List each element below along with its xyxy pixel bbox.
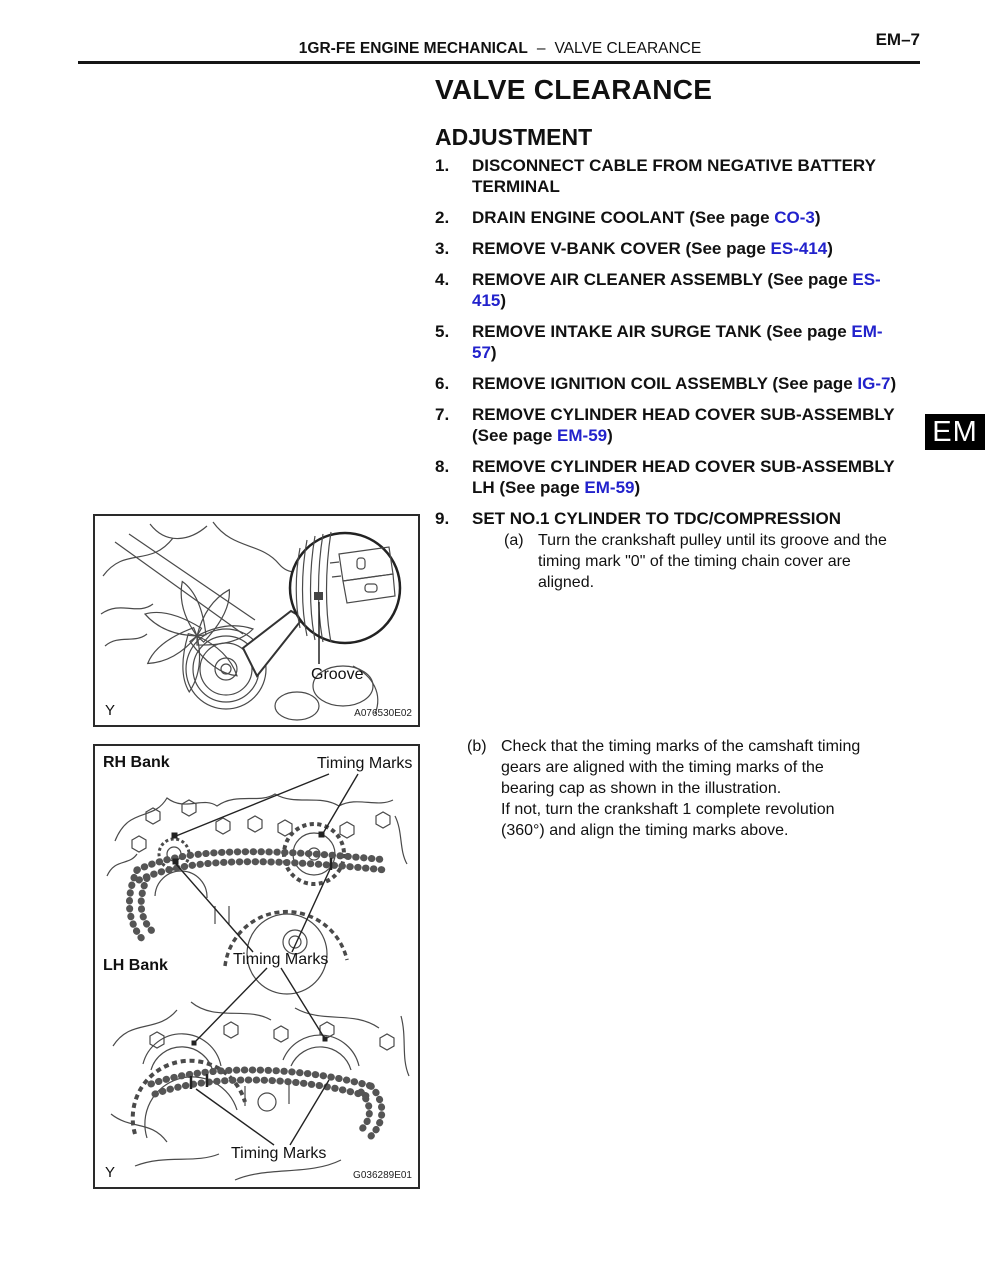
rh-bank-label: RH Bank <box>103 754 170 771</box>
text-run: Check that the timing marks of the camshaft timing <box>501 738 861 755</box>
text-run: REMOVE INTAKE AIR SURGE TANK (See page <box>472 322 852 341</box>
text-line <box>538 530 927 551</box>
crankshaft-pulley-illustration <box>95 516 418 725</box>
timing-marks-label-top: Timing Marks <box>317 755 413 772</box>
step-item <box>435 155 927 197</box>
page-link[interactable]: 415 <box>472 291 501 310</box>
substep-text <box>538 530 927 593</box>
text-line <box>538 551 927 572</box>
text-line <box>472 404 927 425</box>
groove-label: Groove <box>311 666 364 683</box>
text-run: REMOVE AIR CLEANER ASSEMBLY (See page <box>472 270 853 289</box>
text-line <box>501 820 927 841</box>
step-text <box>472 207 927 228</box>
figure-crankshaft-pulley <box>93 514 420 727</box>
step-text <box>472 269 927 311</box>
text-run: If not, turn the crankshaft 1 complete revolution <box>501 801 835 818</box>
page-link[interactable]: 57 <box>472 343 491 362</box>
timing-marks-label-bottom: Timing Marks <box>231 1145 327 1162</box>
step-number: 8. <box>435 457 450 476</box>
text-run: REMOVE CYLINDER HEAD COVER SUB-ASSEMBLY <box>472 457 895 476</box>
step-number: 1. <box>435 156 450 175</box>
page-link[interactable]: EM-59 <box>557 426 608 445</box>
header-breadcrumb <box>80 40 920 58</box>
text-line <box>472 176 927 197</box>
text-run: (360°) and align the timing marks above. <box>501 822 789 839</box>
step-text <box>472 238 927 259</box>
step-text <box>472 373 927 394</box>
text-run: LH (See page <box>472 478 585 497</box>
step-item <box>435 404 927 446</box>
step-item <box>435 321 927 363</box>
text-run: REMOVE CYLINDER HEAD COVER SUB-ASSEMBLY <box>472 405 895 424</box>
substep-label: (a) <box>504 532 524 549</box>
magnifier-pointer <box>243 611 303 676</box>
text-run: bearing cap as shown in the illustration. <box>501 780 782 797</box>
step-item <box>435 456 927 498</box>
step-text <box>472 321 927 363</box>
step-number: 7. <box>435 405 450 424</box>
step-number: 5. <box>435 322 450 341</box>
step-text <box>472 404 927 446</box>
text-line <box>472 342 927 363</box>
substep-b <box>435 736 927 841</box>
substep-b-block <box>435 735 927 841</box>
text-line <box>538 572 927 593</box>
step-text <box>472 508 927 593</box>
text-line <box>472 425 927 446</box>
text-line <box>472 238 927 259</box>
step-text <box>472 456 927 498</box>
text-line <box>472 477 927 498</box>
text-run: ) <box>490 343 497 362</box>
text-run: ) <box>607 426 613 445</box>
header-separator: – <box>536 40 546 57</box>
text-line <box>472 508 927 529</box>
header-topic: VALVE CLEARANCE <box>554 40 702 57</box>
text-run: aligned. <box>538 574 595 591</box>
text-line <box>501 736 927 757</box>
page-link[interactable]: IG-7 <box>857 374 891 393</box>
substep-label: (b) <box>467 738 487 755</box>
text-run: SET NO.1 CYLINDER TO TDC/COMPRESSION <box>472 509 842 528</box>
page-link[interactable]: EM- <box>851 322 883 341</box>
figure2-code: G036289E01 <box>353 1170 412 1181</box>
text-line <box>472 321 927 342</box>
text-run: ) <box>890 374 897 393</box>
lh-bank-label: LH Bank <box>103 957 168 974</box>
text-line <box>501 799 927 820</box>
section-heading: ADJUSTMENT <box>435 124 593 150</box>
groove-mark <box>314 592 323 600</box>
text-line <box>472 207 927 228</box>
step-item <box>435 269 927 311</box>
step-item <box>435 238 927 259</box>
step-number: 2. <box>435 208 450 227</box>
page-link[interactable]: ES-414 <box>770 239 828 258</box>
step-number: 4. <box>435 270 450 289</box>
figure1-y-label: Y <box>105 702 116 719</box>
page-number: EM–7 <box>875 30 920 49</box>
page-title: VALVE CLEARANCE <box>435 74 713 105</box>
page-link[interactable]: ES- <box>852 270 881 289</box>
text-line <box>472 373 927 394</box>
text-line <box>472 456 927 477</box>
figure-timing-marks <box>93 744 420 1189</box>
text-line <box>472 155 927 176</box>
text-run: ) <box>634 478 641 497</box>
header-section: 1GR-FE ENGINE MECHANICAL <box>298 40 528 57</box>
step-number: 6. <box>435 374 450 393</box>
text-line <box>472 290 927 311</box>
substep-a <box>472 530 927 593</box>
text-line <box>501 778 927 799</box>
step-item <box>435 207 927 228</box>
step-number: 9. <box>435 509 450 528</box>
text-run: ) <box>814 208 821 227</box>
step-number: 3. <box>435 239 450 258</box>
text-run: (See page <box>472 426 558 445</box>
text-line <box>472 269 927 290</box>
text-line <box>501 757 927 778</box>
step-item <box>435 373 927 394</box>
page-link[interactable]: CO-3 <box>774 208 815 227</box>
text-run: DRAIN ENGINE COOLANT (See page <box>472 208 775 227</box>
text-run: DISCONNECT CABLE FROM NEGATIVE BATTERY <box>472 156 876 175</box>
text-run: Turn the crankshaft pulley until its groove and the <box>538 532 887 549</box>
step-text <box>472 155 927 197</box>
section-tab-em: EM <box>925 414 985 450</box>
text-run: REMOVE V-BANK COVER (See page <box>472 239 771 258</box>
figure2-y-label: Y <box>105 1164 116 1181</box>
timing-marks-callout-lines-bottom <box>194 968 329 1145</box>
text-run: gears are aligned with the timing marks of the <box>501 759 824 776</box>
figure1-code: A076530E02 <box>354 708 412 719</box>
procedure-steps <box>435 155 927 603</box>
text-run: timing mark "0" of the timing chain cover are <box>538 553 851 570</box>
step-item <box>435 508 927 593</box>
text-run: TERMINAL <box>472 177 560 196</box>
text-run: ) <box>827 239 833 258</box>
timing-marks-label-mid: Timing Marks <box>233 951 329 968</box>
page-link[interactable]: EM-59 <box>584 478 635 497</box>
text-run: REMOVE IGNITION COIL ASSEMBLY (See page <box>472 374 858 393</box>
text-run: ) <box>500 291 507 310</box>
substep-text <box>501 736 927 841</box>
header-rule <box>78 61 920 64</box>
